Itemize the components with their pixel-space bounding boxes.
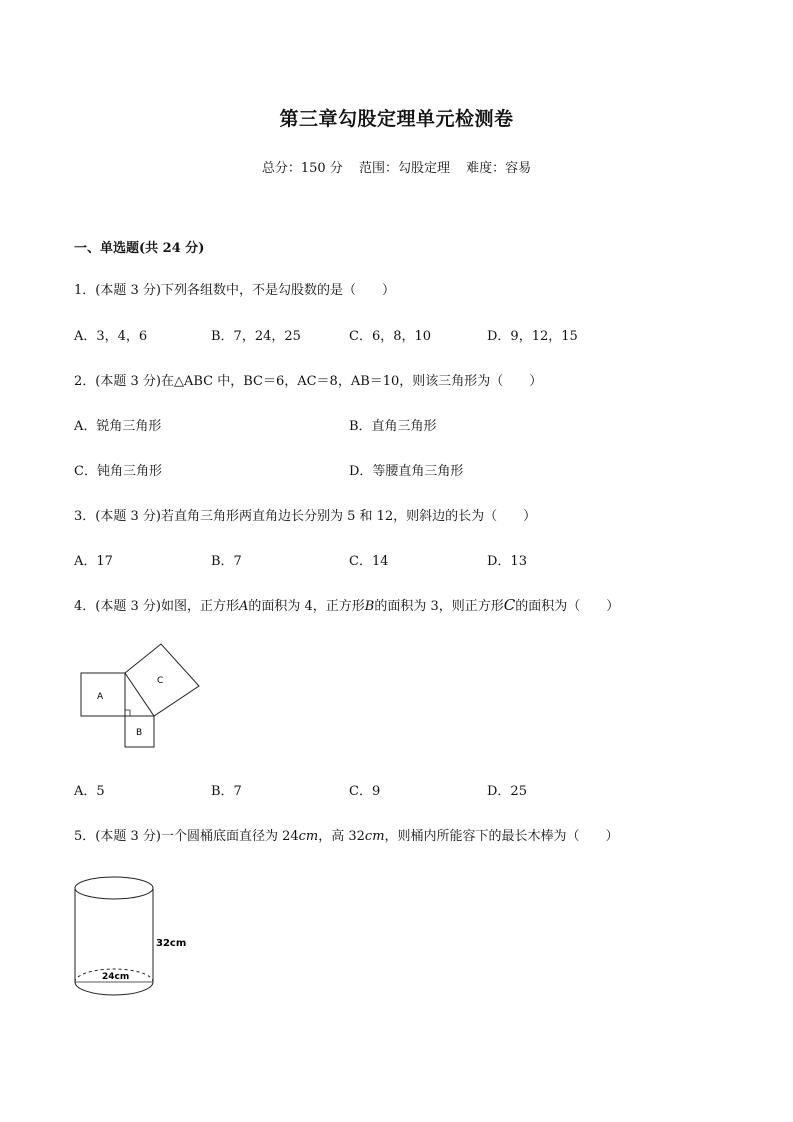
label-c: C <box>157 676 164 686</box>
q2-option-a: A．锐角三角形 <box>74 419 162 434</box>
q3-option-a: A．17 <box>74 554 113 569</box>
q2-option-b: B．直角三角形 <box>349 419 437 434</box>
exam-scope: 范围：勾股定理 <box>358 161 450 176</box>
question-5-stem: 5．(本题 3 分)一个圆桶底面直径为 24cm，高 32cm，则桶内所能容下的最长木棒为（ ） <box>74 829 619 844</box>
cylinder-bottom-front <box>75 982 153 995</box>
cylinder-figure <box>68 866 198 1006</box>
q4-option-a: A．5 <box>74 784 105 799</box>
q3-option-b: B．7 <box>211 554 242 569</box>
height-label: 32cm <box>156 938 187 949</box>
unit-cm: cm <box>298 829 319 844</box>
q1-option-b: B．7，24，25 <box>211 329 301 344</box>
math-var-c: C <box>503 596 516 614</box>
q4-option-d: D．25 <box>487 784 527 799</box>
q4-option-c: C．9 <box>349 784 381 799</box>
page-title: 第三章勾股定理单元检测卷 <box>279 108 514 130</box>
q3-option-c: C．14 <box>349 554 389 569</box>
q1-option-c: C．6，8，10 <box>349 329 432 344</box>
difficulty: 难度：容易 <box>466 161 532 176</box>
q2-option-d: D．等腰直角三角形 <box>349 464 464 479</box>
question-1-stem: 1．(本题 3 分)下列各组数中，不是勾股数的是（ ） <box>74 283 395 298</box>
q4-option-b: B．7 <box>211 784 242 799</box>
math-var-a: A <box>238 599 249 614</box>
label-b: B <box>136 728 143 738</box>
q1-option-d: D．9，12，15 <box>487 329 578 344</box>
q2-option-c: C．钝角三角形 <box>74 464 162 479</box>
question-3-stem: 3．(本题 3 分)若直角三角形两直角边长分别为 5 和 12，则斜边的长为（ ） <box>74 509 537 524</box>
total-score: 总分：150 分 <box>261 161 343 176</box>
squares-figure <box>70 636 210 752</box>
right-angle-mark <box>125 710 130 716</box>
label-a: A <box>97 692 104 702</box>
diameter-label: 24cm <box>102 972 130 982</box>
question-4-stem: 4．(本题 3 分)如图，正方形A的面积为 4，正方形B的面积为 3，则正方形C的面积为（ ） <box>74 596 620 614</box>
unit-cm: cm <box>364 829 385 844</box>
math-var-b: B <box>364 599 375 614</box>
cylinder-top <box>75 877 153 899</box>
section-heading: 一、单选题(共 24 分) <box>74 241 205 256</box>
q3-option-d: D．13 <box>487 554 527 569</box>
q1-option-a: A．3，4，6 <box>74 329 148 344</box>
question-2-stem: 2．(本题 3 分)在△ABC 中，BC＝6，AC＝8，AB＝10，则该三角形为（ ） <box>74 374 543 389</box>
exam-meta <box>0 157 793 176</box>
